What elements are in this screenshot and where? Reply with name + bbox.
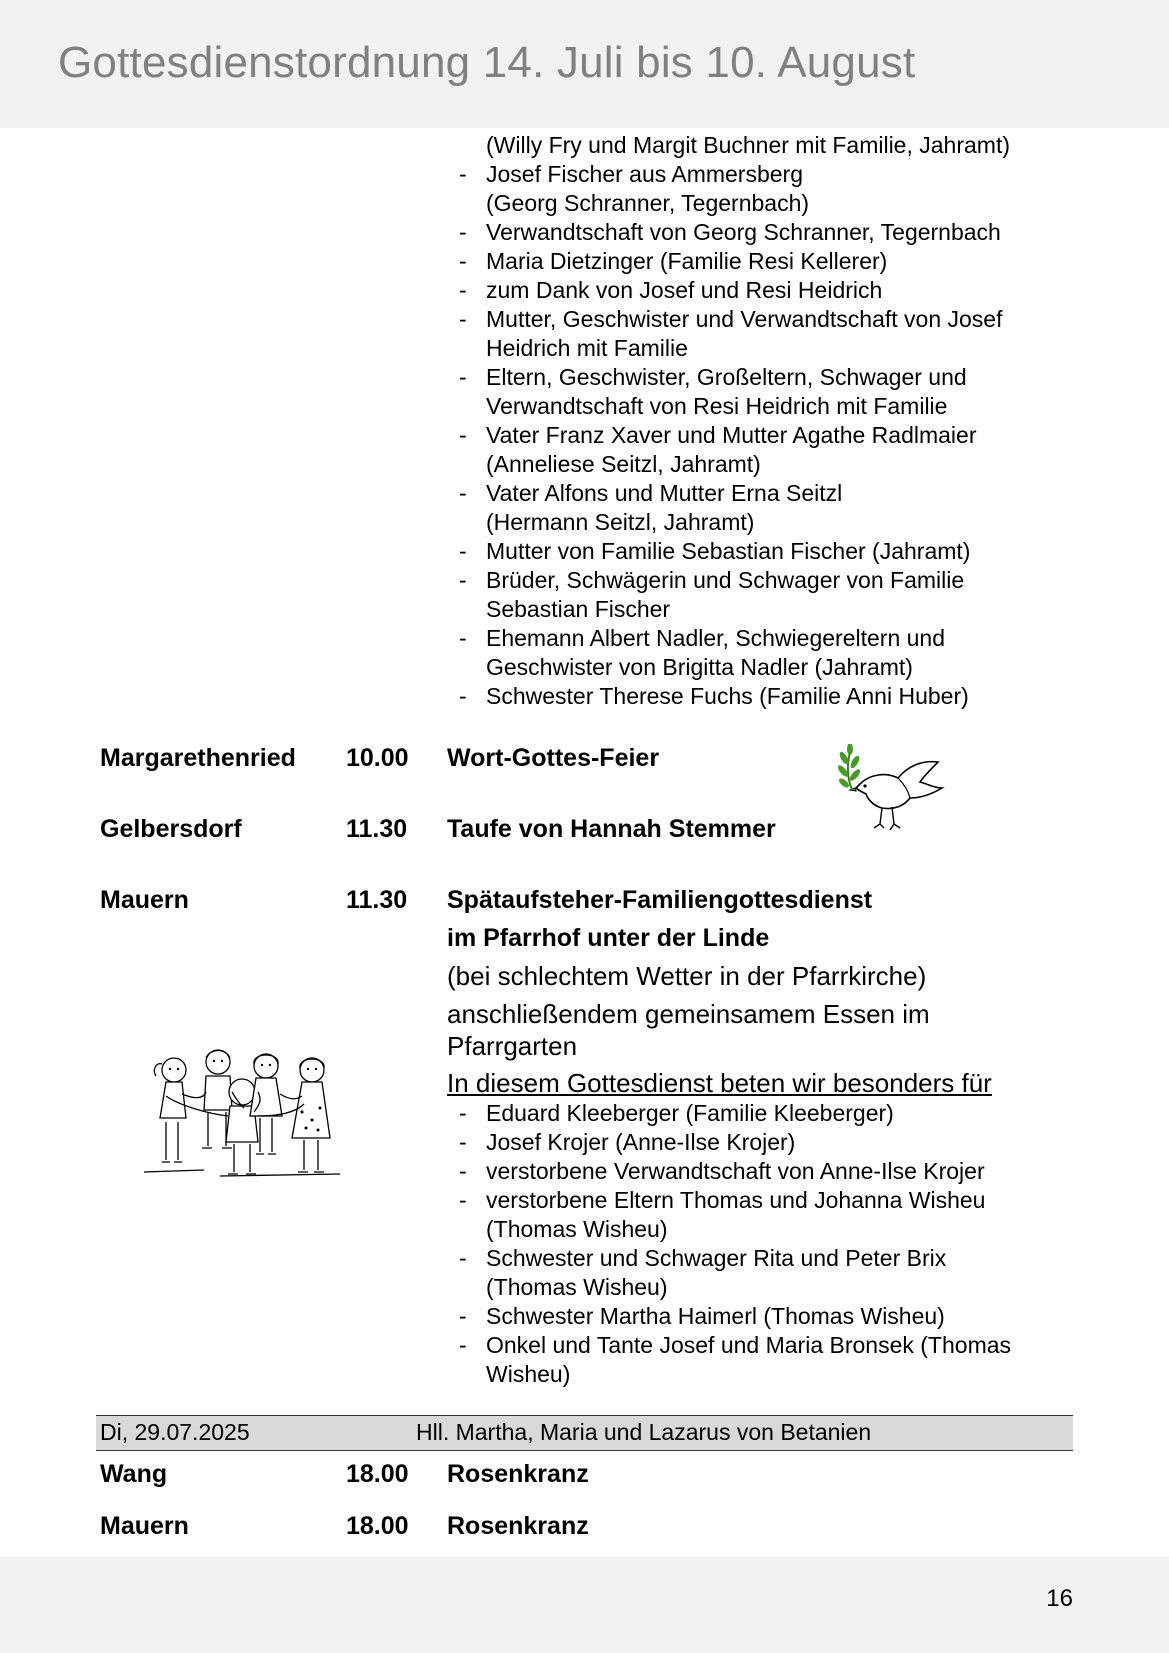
page-title: Gottesdienstordnung 14. Juli bis 10. August <box>58 38 916 87</box>
event-time: 18.00 <box>346 1512 409 1540</box>
list-dash: - <box>459 567 467 593</box>
list-dash: - <box>459 1129 467 1155</box>
intention-item <box>459 392 1069 421</box>
intention-item <box>459 1302 1069 1331</box>
intention-item <box>459 305 1069 334</box>
intention-item <box>459 334 1069 363</box>
list-dash: - <box>459 277 467 303</box>
intention-text: Josef Krojer (Anne-Ilse Krojer) <box>486 1129 796 1155</box>
intention-text: (Anneliese Seitzl, Jahramt) <box>486 451 761 477</box>
day-header-bar <box>96 1415 1073 1451</box>
intention-text: Maria Dietzinger (Familie Resi Kellerer) <box>486 248 888 274</box>
event-time: 11.30 <box>346 815 408 843</box>
intention-item <box>459 1273 1069 1302</box>
intention-item <box>459 1157 1069 1186</box>
intention-text: Ehemann Albert Nadler, Schwiegereltern und <box>486 625 946 651</box>
event-title: Spätaufsteher-Familiengottesdienst <box>447 886 873 914</box>
intention-text: (Georg Schranner, Tegernbach) <box>486 190 810 216</box>
list-dash: - <box>459 1332 467 1358</box>
intention-item <box>459 624 1069 653</box>
list-dash: - <box>459 161 467 187</box>
intention-text: Geschwister von Brigitta Nadler (Jahramt) <box>486 654 913 680</box>
list-dash: - <box>459 1303 467 1329</box>
page-header <box>0 0 1169 128</box>
intention-text: Verwandtschaft von Resi Heidrich mit Familie <box>486 393 948 419</box>
list-dash: - <box>459 248 467 274</box>
intention-text: (Willy Fry und Margit Buchner mit Familie, Jahramt) <box>486 132 1010 158</box>
intention-item <box>459 363 1069 392</box>
intention-text: Wisheu) <box>486 1361 571 1387</box>
list-dash: - <box>459 1187 467 1213</box>
intention-text: (Thomas Wisheu) <box>486 1216 668 1242</box>
event-title: Wort-Gottes-Feier <box>447 744 660 772</box>
intention-text: zum Dank von Josef und Resi Heidrich <box>486 277 883 303</box>
list-dash: - <box>459 422 467 448</box>
event-meal-note-line2: Pfarrgarten <box>447 1031 578 1061</box>
intention-text: verstorbene Verwandtschaft von Anne-Ilse Krojer <box>486 1158 985 1184</box>
intention-item <box>459 479 1069 508</box>
list-dash: - <box>459 1100 467 1126</box>
intention-item <box>459 1331 1069 1360</box>
event-time: 10.00 <box>346 744 409 772</box>
list-dash: - <box>459 625 467 651</box>
list-dash: - <box>459 364 467 390</box>
event-place: Mauern <box>100 1512 189 1540</box>
intention-item <box>459 653 1069 682</box>
intention-item <box>459 421 1069 450</box>
intention-item <box>459 566 1069 595</box>
intention-item <box>459 247 1069 276</box>
list-dash: - <box>459 1245 467 1271</box>
intention-text: Onkel und Tante Josef und Maria Bronsek (Thomas <box>486 1332 1012 1358</box>
intention-item <box>459 508 1069 537</box>
list-dash: - <box>459 683 467 709</box>
intention-text: Schwester Therese Fuchs (Familie Anni Huber) <box>486 683 969 709</box>
prayer-heading: In diesem Gottesdienst beten wir besonders für <box>447 1068 992 1098</box>
intention-item <box>459 450 1069 479</box>
event-time: 11.30 <box>346 886 408 914</box>
list-dash: - <box>459 480 467 506</box>
day-feast: Hll. Martha, Maria und Lazarus von Betanien <box>416 1419 872 1445</box>
list-dash: - <box>459 306 467 332</box>
event-title-line2: im Pfarrhof unter der Linde <box>447 924 770 952</box>
event-title: Taufe von Hannah Stemmer <box>447 815 776 843</box>
intention-item <box>459 1099 1069 1128</box>
intention-text: (Hermann Seitzl, Jahramt) <box>486 509 755 535</box>
event-title: Rosenkranz <box>447 1460 589 1488</box>
event-time: 18.00 <box>346 1460 409 1488</box>
page-number: 16 <box>1046 1585 1073 1612</box>
intention-item <box>459 276 1069 305</box>
intention-item <box>459 595 1069 624</box>
intention-text: Heidrich mit Familie <box>486 335 688 361</box>
page-footer <box>0 1557 1169 1653</box>
intention-text: Josef Fischer aus Ammersberg <box>486 161 804 187</box>
list-dash: - <box>459 538 467 564</box>
intention-list-continued <box>459 131 1069 711</box>
intention-item <box>459 131 1069 160</box>
event-place: Mauern <box>100 886 189 914</box>
intention-list-mauern <box>459 1099 1069 1389</box>
list-dash: - <box>459 219 467 245</box>
event-weather-note: (bei schlechtem Wetter in der Pfarrkirche) <box>447 961 927 991</box>
event-place: Wang <box>100 1460 168 1488</box>
intention-text: Brüder, Schwägerin und Schwager von Familie <box>486 567 965 593</box>
intention-item <box>459 1244 1069 1273</box>
intention-text: Mutter, Geschwister und Verwandtschaft von Josef <box>486 306 1003 332</box>
intention-item <box>459 218 1069 247</box>
intention-text: Vater Alfons und Mutter Erna Seitzl <box>486 480 843 506</box>
intention-item <box>459 537 1069 566</box>
intention-text: Eduard Kleeberger (Familie Kleeberger) <box>486 1100 894 1126</box>
intention-text: Schwester Martha Haimerl (Thomas Wisheu) <box>486 1303 945 1329</box>
dove-olive-branch-icon <box>838 744 950 840</box>
intention-text: verstorbene Eltern Thomas und Johanna Wisheu <box>486 1187 986 1213</box>
children-circle-illustration <box>140 1042 346 1188</box>
intention-item <box>459 1128 1069 1157</box>
intention-item <box>459 1360 1069 1389</box>
intention-item <box>459 682 1069 711</box>
event-meal-note-line1: anschließendem gemeinsamem Essen im <box>447 999 930 1029</box>
list-dash: - <box>459 1158 467 1184</box>
event-place: Margarethenried <box>100 744 296 772</box>
intention-text: Mutter von Familie Sebastian Fischer (Jahramt) <box>486 538 971 564</box>
intention-text: Eltern, Geschwister, Großeltern, Schwager und <box>486 364 967 390</box>
intention-text: (Thomas Wisheu) <box>486 1274 668 1300</box>
intention-text: Vater Franz Xaver und Mutter Agathe Radlmaier <box>486 422 977 448</box>
intention-text: Schwester und Schwager Rita und Peter Brix <box>486 1245 947 1271</box>
event-place: Gelbersdorf <box>100 815 242 843</box>
intention-item <box>459 1215 1069 1244</box>
intention-item <box>459 160 1069 189</box>
intention-item <box>459 1186 1069 1215</box>
intention-text: Verwandtschaft von Georg Schranner, Tegernbach <box>486 219 1001 245</box>
intention-text: Sebastian Fischer <box>486 596 671 622</box>
day-date: Di, 29.07.2025 <box>100 1419 250 1445</box>
intention-item <box>459 189 1069 218</box>
event-title: Rosenkranz <box>447 1512 589 1540</box>
